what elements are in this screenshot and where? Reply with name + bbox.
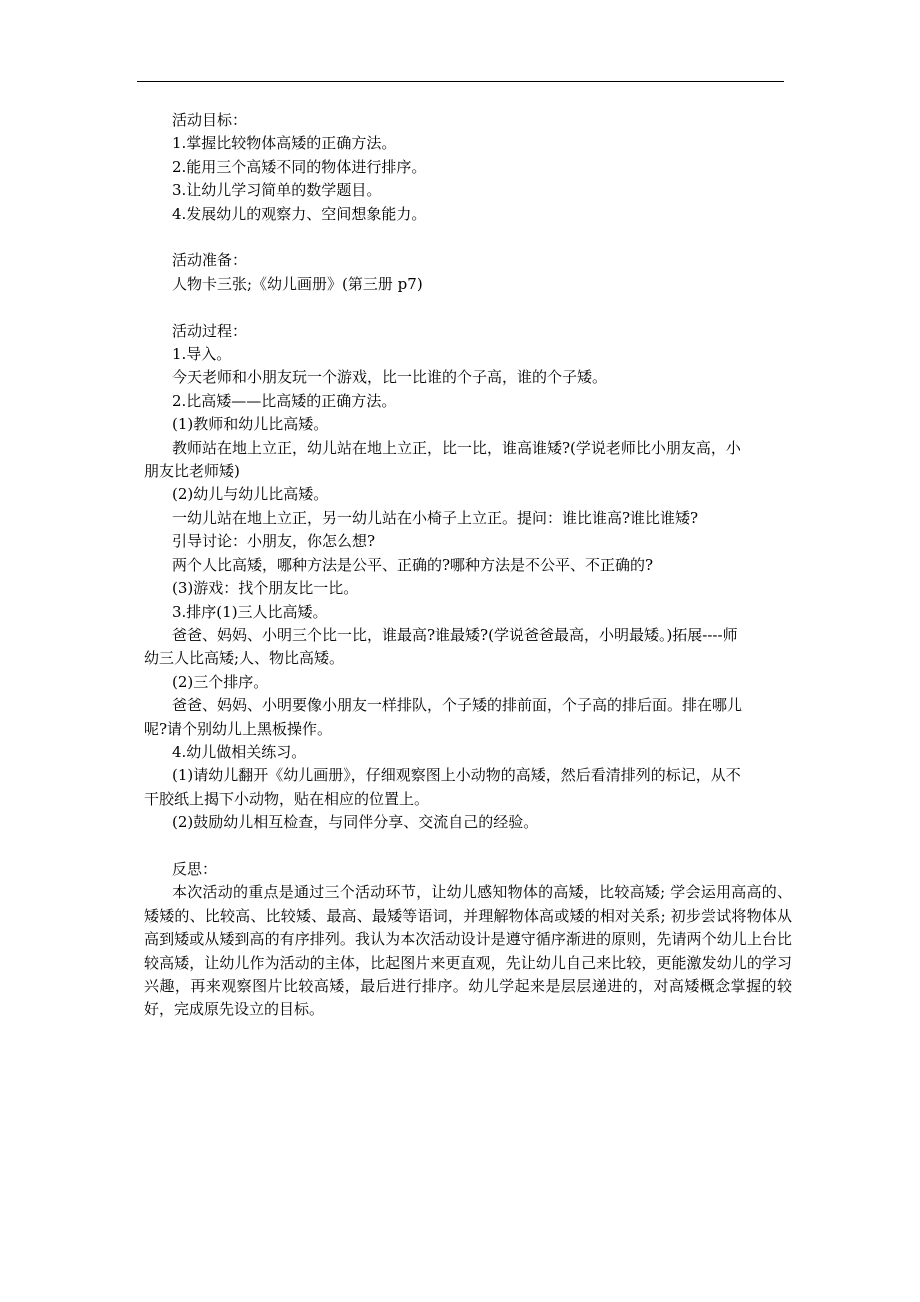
process-line: (2)三个排序。 xyxy=(172,672,269,691)
process-line: 2.比高矮——比高矮的正确方法。 xyxy=(172,391,397,410)
prep-heading: 活动准备： xyxy=(172,251,248,270)
process-line: 今天老师和小朋友玩一个游戏，比一比谁的个子高，谁的个子矮。 xyxy=(172,368,608,387)
process-line: 一幼儿站在地上立正，另一幼儿站在小椅子上立正。提问：谁比谁高?谁比谁矮? xyxy=(172,508,699,527)
process-line: 干胶纸上揭下小动物，贴在相应的位置上。 xyxy=(144,789,430,808)
process-heading: 活动过程： xyxy=(172,321,248,340)
process-line: 朋友比老师矮) xyxy=(144,462,240,481)
process-line: 爸爸、妈妈、小明三个比一比，谁最高?谁最矮?(学说爸爸最高，小明最矮。)拓展----师 xyxy=(172,625,738,644)
process-line: 幼三人比高矮;人、物比高矮。 xyxy=(144,649,345,668)
goals-heading: 活动目标： xyxy=(172,111,248,129)
process-line: 3.排序(1)三人比高矮。 xyxy=(172,602,328,621)
header-rule xyxy=(137,81,784,82)
prep-text: 人物卡三张;《幼儿画册》(第三册 p7) xyxy=(172,274,423,293)
process-line: (2)幼儿与幼儿比高矮。 xyxy=(172,485,329,504)
process-line: 4.幼儿做相关练习。 xyxy=(172,742,307,761)
process-line: (1)教师和幼儿比高矮。 xyxy=(172,415,329,434)
reflection-heading: 反思： xyxy=(172,859,218,878)
document-body xyxy=(144,109,792,881)
process-line: (3)游戏：找个朋友比一比。 xyxy=(172,579,359,598)
goal-item: 4.发展幼儿的观察力、空间想象能力。 xyxy=(172,204,427,223)
process-line: 呢?请个别幼儿上黑板操作。 xyxy=(144,719,333,738)
process-line: 爸爸、妈妈、小明要像小朋友一样排队，个子矮的排前面，个子高的排后面。排在哪儿 xyxy=(172,696,743,715)
goal-item: 2.能用三个高矮不同的物体进行排序。 xyxy=(172,157,427,176)
process-line: 教师站在地上立正，幼儿站在地上立正，比一比，谁高谁矮?(学说老师比小朋友高，小 xyxy=(172,438,741,457)
process-line: (2)鼓励幼儿相互检查，与同伴分享、交流自己的经验。 xyxy=(172,813,539,832)
goal-item: 1.掌握比较物体高矮的正确方法。 xyxy=(172,134,397,153)
process-line: (1)请幼儿翻开《幼儿画册》，仔细观察图上小动物的高矮，然后看清排列的标记，从不 xyxy=(172,766,741,785)
process-line: 引导讨论：小朋友，你怎么想? xyxy=(172,532,376,551)
reflection-paragraph: 本次活动的重点是通过三个活动环节，让幼儿感知物体的高矮，比较高矮; 学会运用高高的、矮矮的、比较高、比较矮、最高、最矮等语词，并理解物体高或矮的相对关系; 初步尝试将物体从高到矮或从矮到高的有序排列。我认为本次活动设计是遵守循序渐进的原则，先请两个幼儿上台比较高矮，让幼儿作为活动的主体，比起图片来更直观，先让幼儿自己来比较，更能激发幼儿的学习兴趣，再来观察图片比较高矮，最后进行排序。幼儿学起来是层层递进的，对高矮概念掌握的较好，完成原先设立的目标。 xyxy=(144,883,792,1019)
goal-item: 3.让幼儿学习简单的数学题目。 xyxy=(172,181,382,200)
process-line: 1.导入。 xyxy=(172,345,232,364)
process-line: 两个人比高矮，哪种方法是公平、正确的?哪种方法是不公平、不正确的? xyxy=(172,555,654,574)
